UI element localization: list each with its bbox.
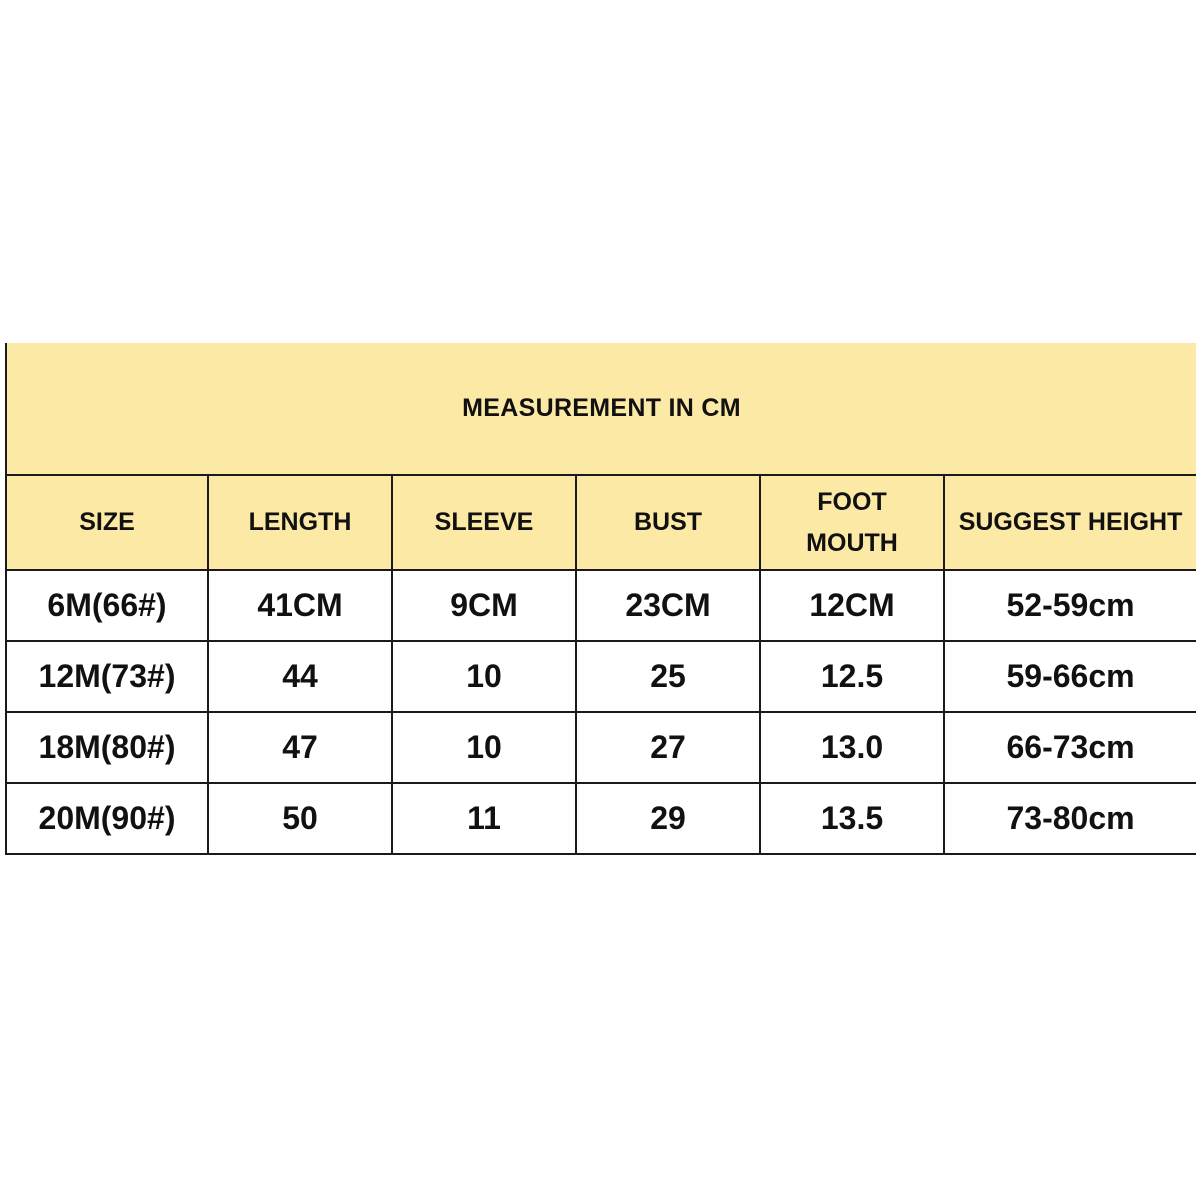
cell-sleeve: 11 <box>392 783 576 854</box>
table-row <box>6 570 1196 641</box>
cell-sleeve: 10 <box>392 641 576 712</box>
cell-size: 12M(73#) <box>6 641 208 712</box>
header-sleeve: SLEEVE <box>392 475 576 570</box>
cell-suggest-height: 52-59cm <box>944 570 1196 641</box>
table-row <box>6 783 1196 854</box>
cell-length: 41CM <box>208 570 392 641</box>
cell-size: 18M(80#) <box>6 712 208 783</box>
header-foot-mouth: FOOT MOUTH <box>760 475 944 570</box>
cell-foot-mouth: 12CM <box>760 570 944 641</box>
header-size: SIZE <box>6 475 208 570</box>
cell-bust: 25 <box>576 641 760 712</box>
cell-foot-mouth: 13.5 <box>760 783 944 854</box>
cell-sleeve: 9CM <box>392 570 576 641</box>
size-chart-table <box>5 343 1196 855</box>
cell-length: 50 <box>208 783 392 854</box>
table-title: MEASUREMENT IN CM <box>6 343 1196 475</box>
cell-size: 6M(66#) <box>6 570 208 641</box>
cell-suggest-height: 66-73cm <box>944 712 1196 783</box>
cell-sleeve: 10 <box>392 712 576 783</box>
cell-suggest-height: 73-80cm <box>944 783 1196 854</box>
title-row <box>6 343 1196 475</box>
cell-foot-mouth: 13.0 <box>760 712 944 783</box>
cell-bust: 29 <box>576 783 760 854</box>
cell-foot-mouth: 12.5 <box>760 641 944 712</box>
header-row <box>6 475 1196 570</box>
cell-length: 44 <box>208 641 392 712</box>
cell-bust: 23CM <box>576 570 760 641</box>
table-row <box>6 712 1196 783</box>
table-row <box>6 641 1196 712</box>
cell-length: 47 <box>208 712 392 783</box>
header-length: LENGTH <box>208 475 392 570</box>
cell-size: 20M(90#) <box>6 783 208 854</box>
header-bust: BUST <box>576 475 760 570</box>
cell-bust: 27 <box>576 712 760 783</box>
header-suggest-height: SUGGEST HEIGHT <box>944 475 1196 570</box>
cell-suggest-height: 59-66cm <box>944 641 1196 712</box>
